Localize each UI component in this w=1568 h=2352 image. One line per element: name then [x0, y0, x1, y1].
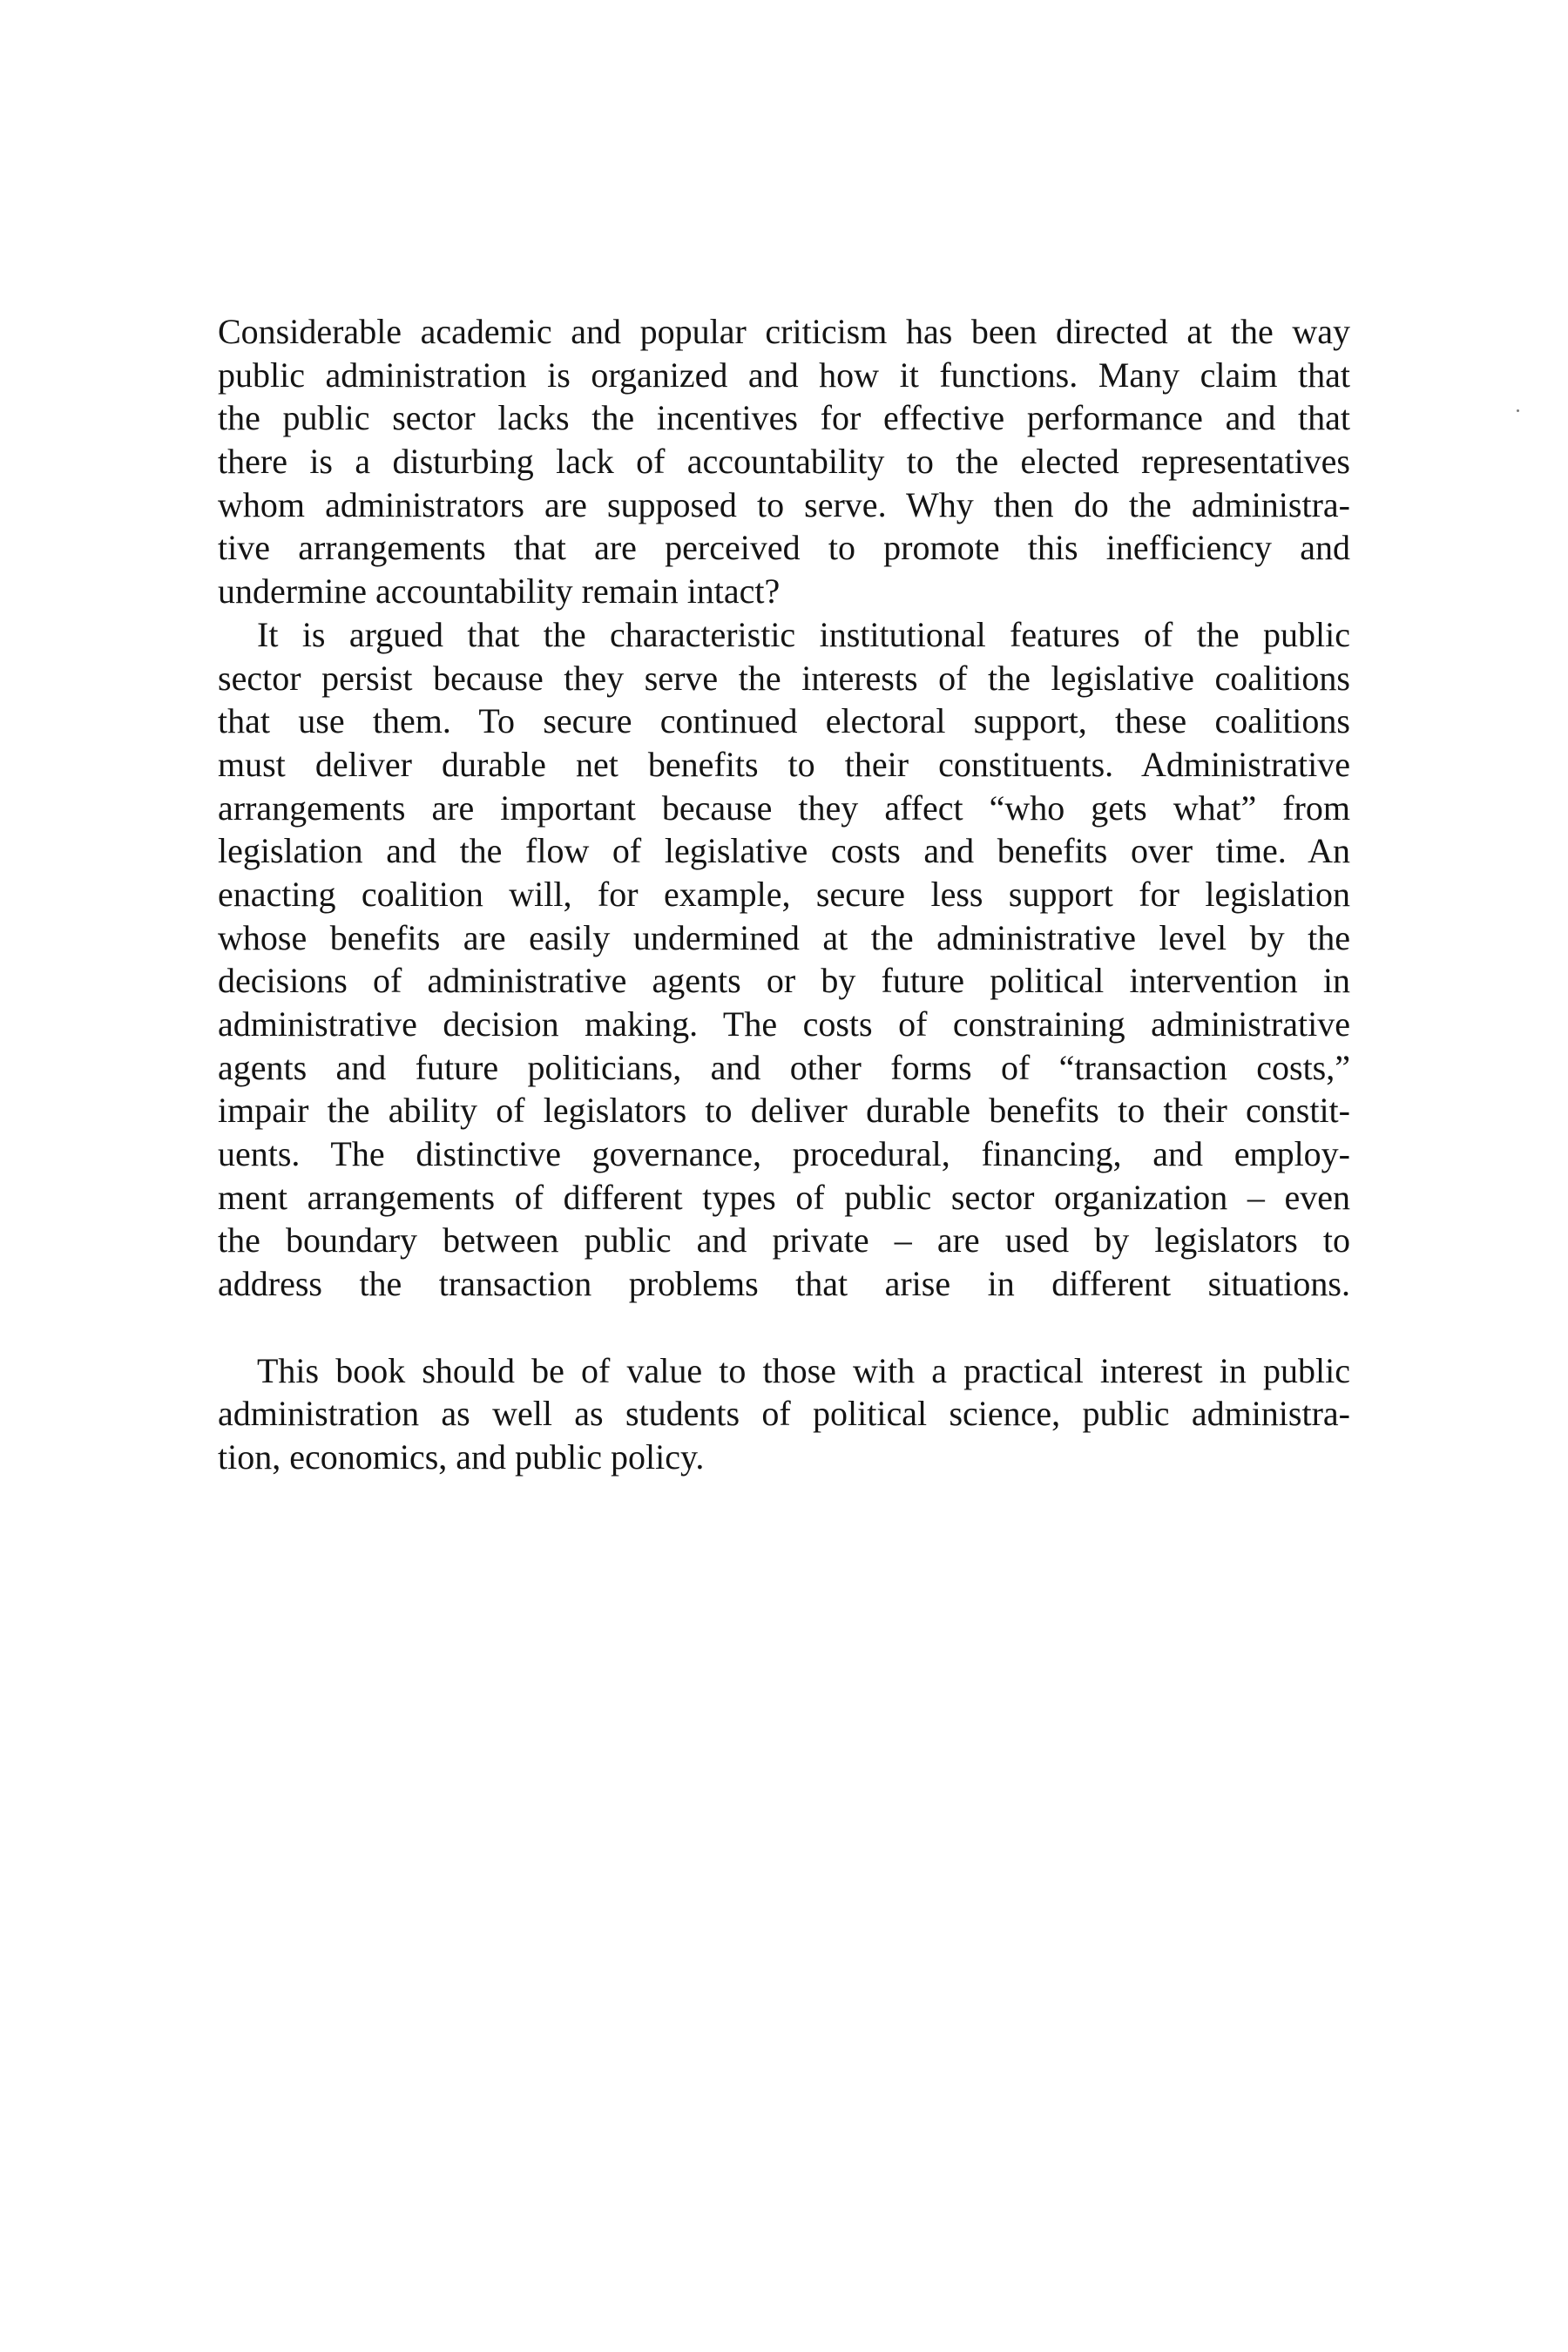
paragraph-3: [218, 1349, 1350, 1479]
text-line: the public sector lacks the incentives for effective performance and that: [218, 398, 1350, 438]
text-line: must deliver durable net benefits to their constituents. Administrative: [218, 744, 1350, 784]
text-line: address the transaction problems that arise in different situations.: [218, 1264, 1350, 1304]
text-line: uents. The distinctive governance, procedural, financing, and employ-: [218, 1134, 1350, 1174]
text-line: public administration is organized and how it functions. Many claim that: [218, 355, 1350, 395]
text-line: agents and future politicians, and other forms of “transaction costs,”: [218, 1047, 1350, 1087]
text-line: sector persist because they serve the interests of the legislative coalitions: [218, 658, 1350, 698]
text-line: that use them. To secure continued electoral support, these coalitions: [218, 701, 1350, 741]
paragraph-2: [218, 613, 1350, 1349]
text-line: enacting coalition will, for example, secure less support for legislation: [218, 874, 1350, 914]
text-line: administration as well as students of political science, public administra-: [218, 1394, 1350, 1434]
paragraph-1: [218, 310, 1350, 613]
text-line: It is argued that the characteristic institutional features of the public: [257, 614, 1350, 654]
text-line: there is a disturbing lack of accountability to the elected representatives: [218, 442, 1350, 482]
text-line: decisions of administrative agents or by future political intervention in: [218, 961, 1350, 1001]
abstract-text: [218, 310, 1350, 1479]
text-line: Considerable academic and popular criticism has been directed at the way: [218, 312, 1350, 351]
text-line: whose benefits are easily undermined at the administrative level by the: [218, 917, 1350, 957]
text-line: administrative decision making. The costs of constraining administrative: [218, 1004, 1350, 1044]
text-line: impair the ability of legislators to deliver durable benefits to their constit-: [218, 1091, 1350, 1131]
text-line: legislation and the flow of legislative costs and benefits over time. An: [218, 831, 1350, 871]
text-line: This book should be of value to those with a practical interest in public: [257, 1350, 1350, 1390]
stray-dot-mark: [1517, 409, 1519, 412]
text-line: ment arrangements of different types of public sector organization – even: [218, 1177, 1350, 1217]
text-line: [218, 1306, 1350, 1349]
text-line: tion, economics, and public policy.: [218, 1436, 705, 1477]
text-line: whom administrators are supposed to serve. Why then do the administra-: [218, 484, 1350, 524]
text-line: undermine accountability remain intact?: [218, 571, 781, 612]
text-line: the boundary between public and private – are used by legislators to: [218, 1220, 1350, 1260]
text-line: arrangements are important because they affect “who gets what” from: [218, 787, 1350, 828]
text-line: tive arrangements that are perceived to promote this inefficiency and: [218, 528, 1350, 568]
